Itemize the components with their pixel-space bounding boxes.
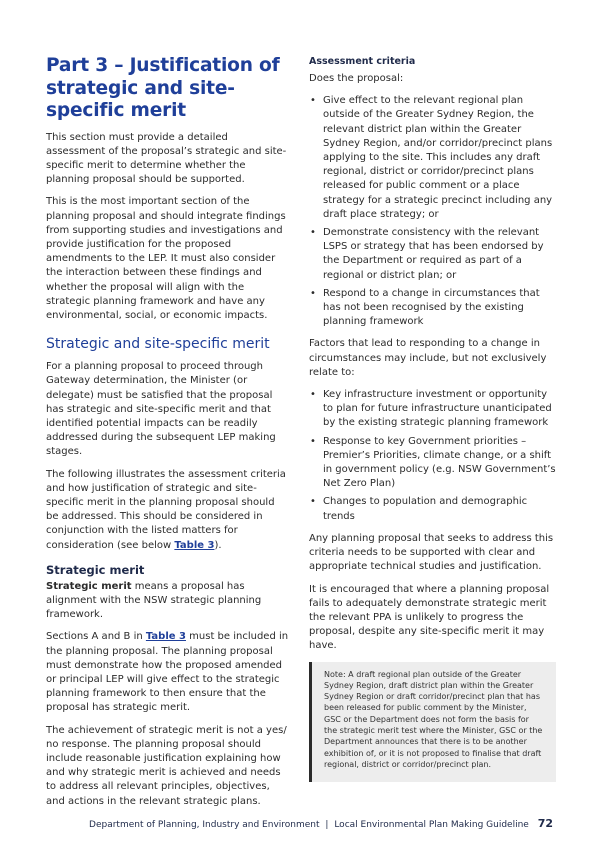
note-box xyxy=(309,662,556,783)
gateway-paragraph: For a planning proposal to proceed through Gateway determination, the Minister (or delegate) must be satisfied that the proposal has strategic and site-specific merit and that identified potential impacts can be readily addressed during the subsequent LEP making stages. xyxy=(46,361,276,458)
list-item-text: Changes to population and demographic trends xyxy=(323,496,528,522)
list-item xyxy=(309,287,556,330)
achievement-paragraph: The achievement of strategic merit is not a yes/ no response. The planning proposal should include reasonable justification explaining how and why strategic merit is achieved and needs to address all relevant principles, objectives, and actions in the relevant strategic plans. xyxy=(46,724,287,807)
strategic-merit-definition xyxy=(46,580,290,623)
paragraph-text: must be included in the planning proposal. The planning proposal must demonstrate how the proposed amended or principal LEP will give effect to the strategic planning framework to then ensure that the proposal has strategic merit. xyxy=(46,631,289,714)
paragraph-text: Sections A and B in xyxy=(46,631,146,643)
footer-department: Department of Planning, Industry and Environment xyxy=(89,820,320,830)
table-3-link[interactable]: Table 3 xyxy=(174,539,215,551)
bullet-icon: • xyxy=(310,95,316,107)
page-number: 72 xyxy=(537,817,553,830)
list-item-text: Give effect to the relevant regional plan outside of the Greater Sydney Region, the relevant district plan within the Greater Sydney Region, and/or corridor/precinct plans applying to the site. This includes any draft regional, district or corridor/precinct plans released for public comment or a place strategy for a strategic precinct including any draft place strategy; or xyxy=(323,95,553,220)
heading-strategic-merit: Strategic merit xyxy=(46,562,145,577)
list-item xyxy=(309,435,556,492)
paragraph-text: ). xyxy=(214,539,222,551)
heading-strategic-site-specific-merit: Strategic and site-specific merit xyxy=(46,336,270,353)
criteria-list xyxy=(309,94,556,329)
list-item-text: Respond to a change in circumstances that has not been recognised by the existing planning framework xyxy=(323,287,540,328)
encouraged-paragraph: It is encouraged that where a planning proposal fails to adequately demonstrate strategic merit the relevant PPA is unlikely to progress the proposal, despite any site-specific merit it may have. xyxy=(309,583,550,652)
footer-separator: | xyxy=(325,820,329,830)
bullet-icon: • xyxy=(310,227,316,239)
strategic-merit-term: Strategic merit xyxy=(46,580,132,592)
part-title: Part 3 – Justification of strategic and site-specific merit xyxy=(46,55,280,121)
list-item-text: Demonstrate consistency with the relevant LSPS or strategy that has been endorsed by the Department or required as part of a regional or district plan; or xyxy=(323,227,544,281)
does-the-proposal-text: Does the proposal: xyxy=(309,73,404,84)
factors-list xyxy=(309,388,556,524)
list-item xyxy=(309,388,556,431)
bullet-icon: • xyxy=(310,435,316,447)
list-item xyxy=(309,226,556,283)
left-column xyxy=(46,55,290,817)
note-text: Note: A draft regional plan outside of the Greater Sydney Region, draft district plan within the Greater Sydney Region or draft corridor/precinct plan that has been released for public comment by the Minister, GSC or the Department does not form the basis for the strategic merit test where the Minister, GSC or the Department announces that there is to be another exhibition of, or it is not proposed to finalise that draft regional, district or corridor/precinct plan. xyxy=(324,669,543,769)
list-item-text: Response to key Government priorities – Premier’s Priorities, climate change, or a shift in government policy (e.g. NSW Government’s Net Zero Plan) xyxy=(323,435,556,490)
paragraph-text: The following illustrates the assessment criteria and how justification of strategic and site-specific merit in the planning proposal should be addressed. This should be considered in conjunction with the listed matters for consideration (see below xyxy=(46,468,286,551)
right-column xyxy=(309,55,556,782)
list-item xyxy=(309,94,556,222)
footer-guideline-title: Local Environmental Plan Making Guideline xyxy=(334,820,529,830)
factors-paragraph: Factors that lead to responding to a change in circumstances may include, but not exclusively relate to: xyxy=(309,338,547,378)
intro-paragraph-2: This is the most important section of the planning proposal and should integrate findings from supporting studies and investigations and provide justification for the proposed amendments to the LEP. It must also consider the interaction between these findings and whether the proposal will align with the strategic planning framework and have any environmental, social, or economic impacts. xyxy=(46,196,286,321)
bullet-icon: • xyxy=(310,287,316,299)
bullet-icon: • xyxy=(310,389,316,401)
supporting-studies-paragraph: Any planning proposal that seeks to address this criteria needs to be supported with clear and appropriate technical studies and justification. xyxy=(309,532,554,573)
intro-paragraph-1: This section must provide a detailed assessment of the proposal’s strategic and site-specific merit to determine whether the planning proposal should be supported. xyxy=(46,131,287,186)
assessment-illustration-paragraph xyxy=(46,468,290,553)
page-footer xyxy=(89,817,553,830)
list-item-text: Key infrastructure investment or opportunity to plan for future infrastructure unanticipated by the existing strategic planning framework xyxy=(323,389,552,429)
assessment-criteria-heading: Assessment criteria xyxy=(309,56,416,67)
list-item xyxy=(309,495,556,523)
sections-a-b-paragraph xyxy=(46,630,290,715)
table-3-link[interactable]: Table 3 xyxy=(145,631,186,643)
bullet-icon: • xyxy=(310,496,316,508)
paragraph-text: means a proposal has alignment with the NSW strategic planning framework. xyxy=(46,580,262,621)
